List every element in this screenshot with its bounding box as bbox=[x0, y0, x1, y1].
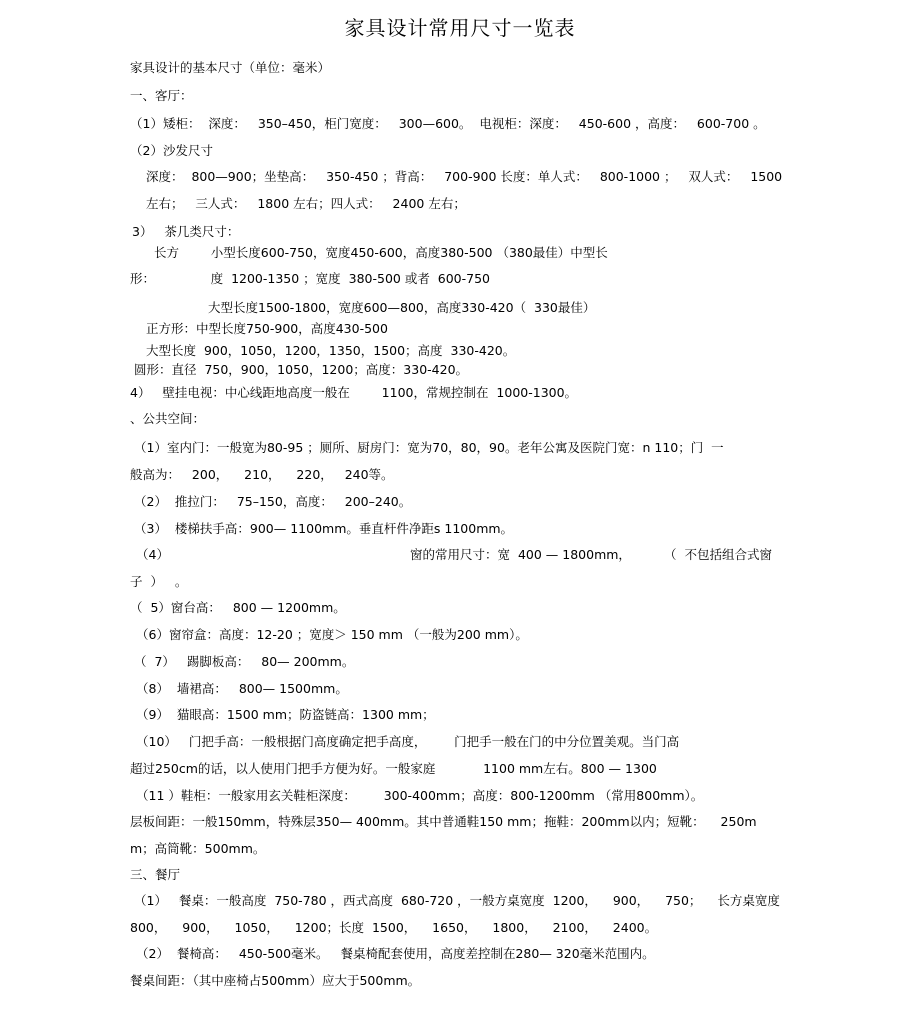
text-line-wainscot: （8） 墙裙高： 800— 1500mm。 bbox=[136, 681, 348, 696]
text-line-table-spacing: 餐桌间距：（其中座椅占500mm）应大于500mm。 bbox=[130, 973, 421, 988]
text-line-window-note-end: 子 ） 。 bbox=[130, 574, 188, 589]
text-line-shoe-cabinet: （11 ）鞋柜：一般家用玄关鞋柜深度： 300-400mm；高度：800-1200mm （常用800mm）。 bbox=[136, 788, 704, 803]
text-line-door-handle: （10） 门把手高：一般根据门高度确定把手高度， 门把手一般在门的中分位置美观。当门高 bbox=[136, 734, 680, 749]
text-line-dining-table: （1） 餐桌：一般高度 750-780 ，西式高度 680-720 ，一般方桌宽度 1200， 900， 750； 长方桌宽度 bbox=[134, 893, 780, 908]
heading-dining-room: 三、餐厅 bbox=[130, 867, 181, 882]
text-line-window-size: 窗的常用尺寸：宽 400 — 1800mm， bbox=[410, 547, 631, 562]
text-line-low-cabinet: （1）矮柜： 深度： 350–450，柜门宽度： 300—600。 电视柜：深度： 450-600 ，高度： 600-700 。 bbox=[130, 116, 766, 131]
text-line-door-height: 般高为： 200， 210， 220， 240等。 bbox=[130, 467, 394, 482]
text-line-shelf-spacing-2: m；高筒靴：500mm。 bbox=[130, 841, 266, 856]
text-line-window-note: （ 不包括组合式窗 bbox=[664, 547, 772, 562]
text-line-interior-door: （1）室内门：一般宽为80-95 ；厕所、厨房门：宽为70，80，90。老年公寓及医院门宽：n 110；门 一 bbox=[134, 440, 724, 455]
text-line-square-large: 大型长度 900，1050，1200，1350，1500；高度 330-420。 bbox=[146, 343, 516, 358]
text-line-skirting: （ 7） 踢脚板高： 80— 200mm。 bbox=[134, 654, 355, 669]
text-line-rect-large: 大型长度1500-1800，宽度600—800，高度330-420（ 330最佳） bbox=[208, 300, 596, 315]
text-line-sill-height: （ 5）窗台高： 800 — 1200mm。 bbox=[130, 600, 346, 615]
text-line-door-handle-2: 超过250cm的话，以人使用门把手方便为好。一般家庭 1100 mm左右。800 — 1300 bbox=[130, 761, 657, 776]
text-line-round: 圆形：直径 750，900，1050，1200；高度：330-420。 bbox=[134, 362, 469, 377]
text-line-curtain-box: （6）窗帘盒：高度：12-20 ；宽度＞ 150 mm （一般为200 mm）。 bbox=[136, 627, 528, 642]
heading-coffee-table: 3） 茶几类尺寸： bbox=[132, 224, 240, 239]
text-line-item-4: （4） bbox=[136, 547, 169, 562]
heading-living-room: 一、客厅： bbox=[130, 88, 193, 103]
text-line-stair-handrail: （3） 楼梯扶手高：900— 1100mm。垂直杆件净距s 1100mm。 bbox=[134, 521, 514, 536]
heading-sofa-size: （2）沙发尺寸 bbox=[130, 143, 213, 158]
text-line-wall-tv: 4） 壁挂电视：中心线距地高度一般在 1100，常规控制在 1000-1300。 bbox=[130, 385, 578, 400]
text-line-sliding-door: （2） 推拉门： 75–150，高度： 200–240。 bbox=[134, 494, 412, 509]
text-line-sofa-length: 左右； 三人式： 1800 左右；四人式： 2400 左右； bbox=[146, 196, 466, 211]
page-title: 家具设计常用尺寸一览表 bbox=[344, 16, 576, 40]
text-line-peephole: （9） 猫眼高：1500 mm；防盗链高：1300 mm； bbox=[136, 707, 435, 722]
text-line-table-widths: 800， 900， 1050， 1200；长度 1500， 1650， 1800， 2100， 2400。 bbox=[130, 920, 658, 935]
text-line-basic-size: 家具设计的基本尺寸（单位：毫米） bbox=[130, 60, 331, 75]
text-line-rect-medium: 形： 度 1200-1350 ；宽度 380-500 或者 600-750 bbox=[130, 271, 491, 286]
heading-public-space: 、公共空间： bbox=[130, 411, 206, 426]
text-line-sofa-depth: 深度： 800—900；坐垫高： 350-450 ；背高： 700-900 长度：单人式： 800-1000 ； 双人式： 1500 bbox=[146, 169, 783, 184]
text-line-shelf-spacing: 层板间距：一般150mm，特殊层350— 400mm。其中普通鞋150 mm；拖鞋：200mm以内；短靴： 250m bbox=[130, 814, 757, 829]
text-line-square-medium: 正方形：中型长度750-900，高度430-500 bbox=[146, 321, 388, 336]
text-line-dining-chair: （2） 餐椅高： 450-500毫米。 餐桌椅配套使用，高度差控制在280— 320毫米范围内。 bbox=[136, 946, 655, 961]
text-line-rect-small: 长方 小型长度600-750，宽度450-600，高度380-500 （380最佳）中型长 bbox=[154, 245, 608, 260]
